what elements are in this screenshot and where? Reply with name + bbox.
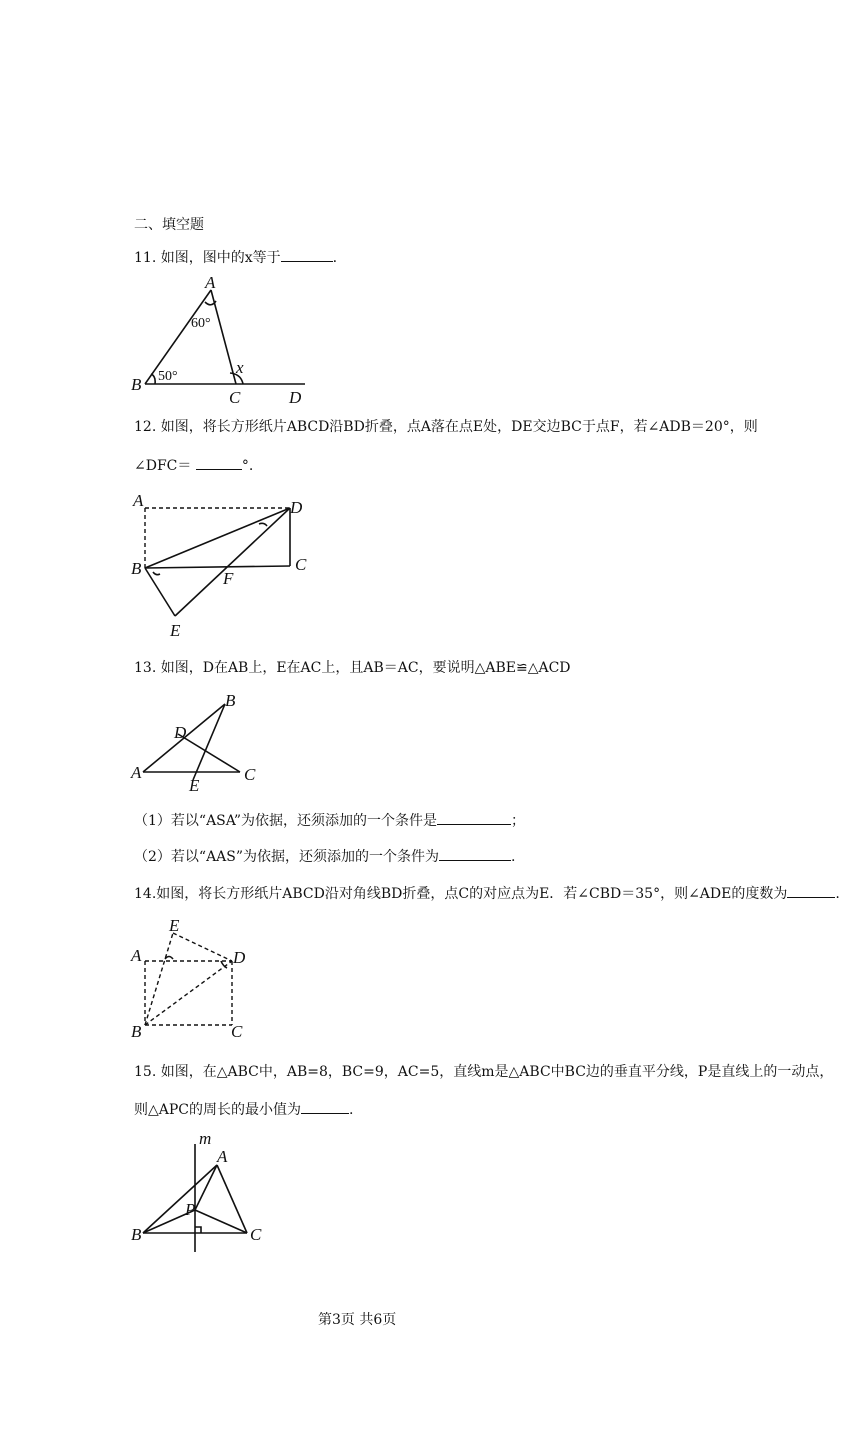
q13-sub1-answer-blank[interactable]	[437, 810, 511, 825]
q11-label-x: x	[236, 358, 244, 377]
q12-label-B: B	[131, 559, 142, 578]
figure-q14	[125, 915, 265, 1040]
q14-label-C: C	[231, 1022, 243, 1041]
figure-q11	[125, 270, 325, 410]
section-title: 二、填空题	[134, 217, 204, 233]
q12-label-F: F	[223, 569, 234, 588]
q11-angle-50: 50°	[158, 369, 178, 384]
figure-q12	[125, 488, 325, 643]
q12-label-D: D	[290, 498, 303, 517]
q14-label-D: D	[233, 948, 246, 967]
page-footer: 第3页 共6页	[318, 1312, 397, 1328]
q15-label-B: B	[131, 1225, 142, 1244]
q12-line2-pre: ∠DFC＝	[134, 458, 192, 474]
question-11	[134, 247, 337, 267]
question-13-sub2	[134, 846, 516, 866]
q13-sub1-end: ；	[510, 813, 525, 829]
q11-text: 11. 如图，图中的x等于	[134, 250, 281, 266]
q12-line2-post: °.	[241, 458, 254, 474]
q11-angle-60: 60°	[191, 316, 211, 331]
q13-sub1-text: （1）若以“ASA”为依据，还须添加的一个条件是	[134, 813, 437, 829]
figure-q13	[125, 688, 285, 798]
q11-answer-blank[interactable]	[281, 247, 333, 262]
q15-answer-blank[interactable]	[301, 1099, 349, 1114]
q15-label-C: C	[250, 1225, 262, 1244]
question-13: 13. 如图，D在AB上，E在AC上，且AB＝AC，要说明△ABE≌△ACD	[134, 660, 571, 676]
q11-label-B: B	[131, 375, 142, 394]
q11-label-D: D	[289, 388, 302, 407]
q15-label-A: A	[217, 1147, 228, 1166]
q12-label-E: E	[170, 621, 181, 640]
q12-label-C: C	[295, 555, 307, 574]
figure-q15	[125, 1130, 275, 1260]
q14-label-E: E	[169, 916, 180, 935]
question-14	[134, 883, 840, 903]
q15-label-P: P	[185, 1200, 196, 1219]
q14-text: 14.如图，将长方形纸片ABCD沿对角线BD折叠，点C的对应点为E．若∠CBD＝35°，则∠ADE的度数为	[134, 886, 788, 902]
question-12-line2	[134, 455, 253, 475]
q12-label-A: A	[133, 491, 144, 510]
q11-label-A: A	[205, 273, 216, 292]
q14-label-A: A	[131, 946, 142, 965]
q14-label-B: B	[131, 1022, 142, 1041]
question-15-line2	[134, 1099, 353, 1119]
q14-end: .	[835, 886, 840, 902]
q13-sub2-text: （2）若以“AAS”为依据，还须添加的一个条件为	[134, 849, 440, 865]
q13-label-B: B	[225, 691, 236, 710]
q11-end: .	[332, 250, 338, 266]
q12-answer-blank[interactable]	[196, 455, 242, 470]
question-12-line1: 12. 如图，将长方形纸片ABCD沿BD折叠，点A落在点E处，DE交边BC于点F，若∠ADB＝20°，则	[134, 419, 758, 435]
q15-line2-text: 则△APC的周长的最小值为	[134, 1102, 302, 1118]
q15-label-m: m	[199, 1129, 212, 1148]
q13-label-C: C	[244, 765, 256, 784]
question-15-line1: 15. 如图，在△ABC中，AB=8，BC=9，AC=5，直线m是△ABC中BC边的垂直平分线，P是直线上的一动点，	[134, 1064, 834, 1080]
q13-label-E: E	[189, 776, 200, 795]
q13-label-A: A	[131, 763, 142, 782]
q14-answer-blank[interactable]	[787, 883, 835, 898]
q13-sub2-end: .	[511, 849, 516, 865]
q13-label-D: D	[174, 723, 187, 742]
q15-end: .	[349, 1102, 354, 1118]
q13-sub2-answer-blank[interactable]	[439, 846, 511, 861]
question-13-sub1	[134, 810, 525, 830]
q11-label-C: C	[229, 388, 241, 407]
